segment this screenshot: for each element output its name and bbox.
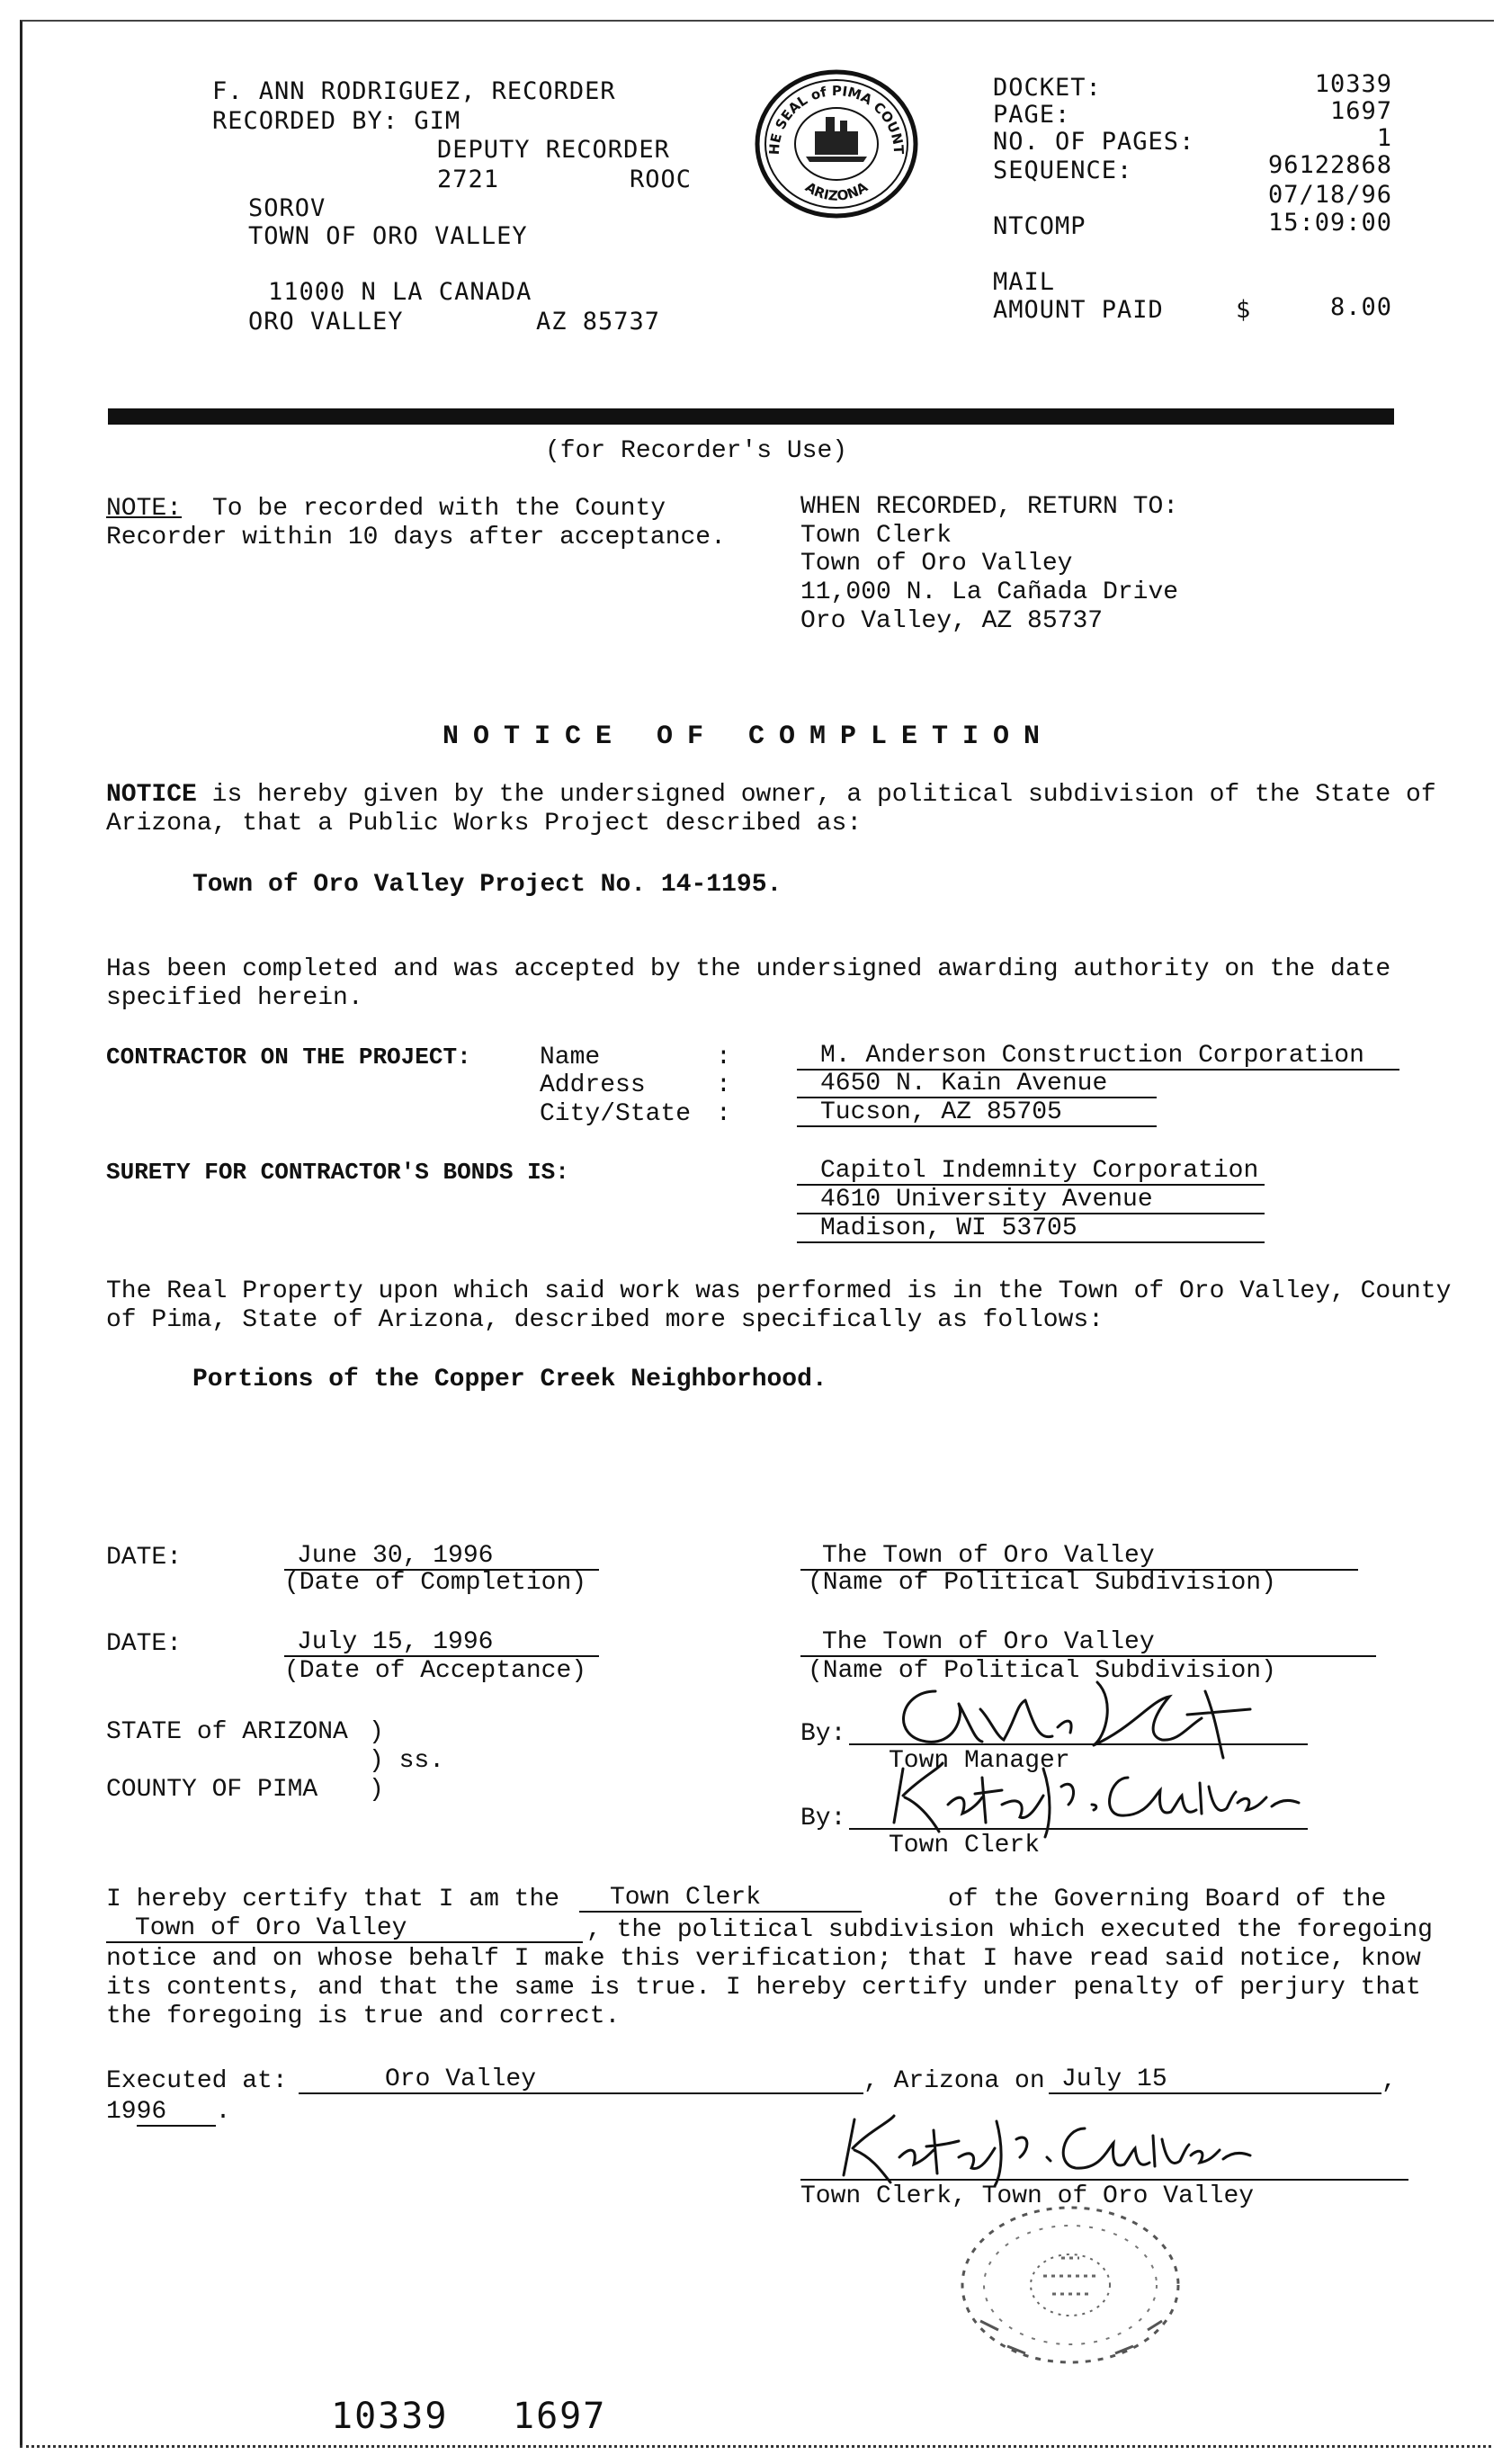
contractor-colon-1: : [716, 1044, 731, 1071]
cert-part1: I hereby certify that I am the [106, 1886, 560, 1913]
contractor-address-label: Address [540, 1071, 646, 1099]
cert-part2: of the Governing Board of the [948, 1886, 1387, 1913]
acceptance-date-label: DATE: [106, 1630, 183, 1658]
recording-address-state-zip: AZ 85737 [536, 308, 661, 336]
notice-word: NOTICE [106, 781, 197, 809]
scan-bottom-border [20, 2445, 1491, 2448]
contractor-colon-3: : [716, 1100, 731, 1128]
venue-county: COUNTY OF PIMA [106, 1776, 318, 1804]
contractor-address: 4650 N. Kain Avenue [797, 1071, 1157, 1098]
executed-place: Oro Valley [299, 2067, 863, 2094]
property-description: Portions of the Copper Creek Neighborhood. [192, 1366, 827, 1393]
sorov-label: SOROV [248, 194, 326, 222]
venue-paren-3: ) [369, 1776, 384, 1804]
surety-name: Capitol Indemnity Corporation [797, 1159, 1265, 1186]
note-line1: To be recorded with the County [212, 495, 666, 523]
recording-address-line1: 11000 N LA CANADA [268, 278, 532, 306]
cert-line3: notice and on whose behalf I make this verification; that I have read said notice, know [106, 1945, 1421, 1973]
clerk-final-signature [827, 2105, 1259, 2188]
manager-title: Town Manager [889, 1747, 1070, 1775]
deputy-recorder: DEPUTY RECORDER [437, 136, 670, 164]
by-label-clerk: By: [800, 1805, 846, 1832]
executed-mid: , Arizona on [863, 2067, 1045, 2095]
recorded-date: 07/18/96 [1267, 181, 1392, 209]
currency-symbol: $ [1236, 296, 1252, 324]
return-to-line1: Town Clerk [800, 522, 952, 550]
clerk-title: Town Clerk [889, 1832, 1041, 1859]
venue-state: STATE of ARIZONA [106, 1718, 348, 1746]
sequence-label: SEQUENCE: [993, 157, 1133, 184]
contractor-label: CONTRACTOR ON THE PROJECT: [106, 1044, 471, 1071]
document-title: NOTICE OF COMPLETION [443, 721, 1055, 752]
cert-line4: its contents, and that the same is true. I hereby certify under penalty of perjury that [106, 1974, 1421, 2002]
surety-address: 4610 University Avenue [797, 1187, 1265, 1214]
footer-page-stamp: 1697 [513, 2396, 607, 2437]
sequence-value: 96122868 [1267, 151, 1392, 179]
cert-fill-body: Town of Oro Valley [106, 1916, 583, 1943]
venue-ss: ) ss. [369, 1747, 445, 1775]
svg-text:ARIZONA [802, 179, 871, 204]
contractor-city-label: City/State [540, 1100, 692, 1128]
by-label-manager: By: [800, 1720, 846, 1748]
recorders-use-caption: (for Recorder's Use) [545, 437, 848, 465]
notice-line1 [106, 783, 1436, 808]
town-clerk-signature [885, 1747, 1317, 1841]
completion-date: June 30, 1996 [284, 1544, 599, 1571]
contractor-city: Tucson, AZ 85705 [797, 1100, 1157, 1127]
town-seal-stamp [926, 2195, 1214, 2375]
amount-paid-label: AMOUNT PAID [993, 296, 1164, 324]
surety-label: SURETY FOR CONTRACTOR'S BONDS IS: [106, 1159, 569, 1186]
acceptance-date-caption: (Date of Acceptance) [284, 1657, 587, 1685]
completion-date-caption: (Date of Completion) [284, 1569, 587, 1597]
surety-city: Madison, WI 53705 [797, 1216, 1265, 1243]
clerk-final-caption: Town Clerk, Town of Oro Valley [800, 2182, 1255, 2210]
recording-address-city: ORO VALLEY [248, 308, 404, 336]
pages-label: NO. OF PAGES: [993, 128, 1195, 156]
subdivision-name-2: The Town of Oro Valley [800, 1630, 1376, 1657]
amount-paid-value: 8.00 [1329, 293, 1392, 321]
clerk-final-signature-line [800, 2179, 1408, 2181]
page-value: 1697 [1329, 97, 1392, 125]
executed-date: July 15 [1049, 2067, 1381, 2094]
subdivision-caption-2: (Name of Political Subdivision) [808, 1657, 1276, 1685]
acceptance-date: July 15, 1996 [284, 1630, 599, 1657]
executed-year [106, 2100, 230, 2127]
venue-paren-1: ) [369, 1718, 384, 1746]
recording-party: TOWN OF ORO VALLEY [248, 222, 528, 250]
subdivision-caption-1: (Name of Political Subdivision) [808, 1569, 1276, 1597]
docket-value: 10339 [1314, 70, 1392, 98]
recorder-code-letters: ROOC [630, 166, 693, 193]
completed-line1: Has been completed and was accepted by the undersigned awarding authority on the date [106, 955, 1391, 983]
recorder-name: F. ANN RODRIGUEZ, RECORDER [212, 77, 616, 105]
return-to-line3: 11,000 N. La Cañada Drive [800, 578, 1179, 606]
note-label-text: NOTE: [106, 495, 183, 523]
recorder-divider [108, 408, 1394, 425]
county-seal-icon [752, 67, 921, 221]
footer-docket-stamp: 10339 [331, 2396, 449, 2437]
notice-line1-rest: is hereby given by the undersigned owner, a political subdivision of the State of [211, 781, 1436, 809]
notice-line2: Arizona, that a Public Works Project described as: [106, 810, 863, 838]
recorded-by: RECORDED BY: GIM [212, 107, 461, 135]
pima-county-seal [752, 67, 921, 221]
completed-line2: specified herein. [106, 984, 363, 1012]
page-label: PAGE: [993, 101, 1071, 129]
year-fill: 96 [137, 2100, 216, 2127]
property-line2: of Pima, State of Arizona, described more specifically as follows: [106, 1306, 1104, 1334]
return-to-line2: Town of Oro Valley [800, 550, 1073, 578]
note-label [106, 497, 182, 522]
return-to-line4: Oro Valley, AZ 85737 [800, 607, 1104, 635]
recorded-time: 15:09:00 [1267, 209, 1392, 237]
contractor-name-label: Name [540, 1044, 601, 1071]
cert-part3: , the political subdivision which executed the foregoing [586, 1916, 1433, 1944]
contractor-colon-2: : [716, 1071, 731, 1099]
mail-label: MAIL [993, 268, 1056, 296]
year-end: . [215, 2098, 231, 2126]
executed-label: Executed at: [106, 2067, 288, 2095]
seal-bottom-text: ARIZONA [802, 178, 871, 204]
seal-top-text: HE SEAL of PIMA COUNT [765, 82, 907, 156]
subdivision-name-1: The Town of Oro Valley [800, 1544, 1358, 1571]
contractor-name: M. Anderson Construction Corporation [797, 1044, 1399, 1071]
year-prefix: 19 [106, 2098, 137, 2126]
recorder-code-number: 2721 [437, 166, 500, 193]
note-line2: Recorder within 10 days after acceptance. [106, 524, 726, 551]
town-manager-signature [881, 1664, 1259, 1763]
pages-value: 1 [1376, 124, 1392, 152]
completion-date-label: DATE: [106, 1544, 183, 1572]
ntcomp-label: NTCOMP [993, 212, 1086, 240]
executed-trail: , [1381, 2067, 1397, 2095]
docket-label: DOCKET: [993, 74, 1102, 102]
cert-fill-title: Town Clerk [579, 1886, 862, 1913]
project-number: Town of Oro Valley Project No. 14-1195. [192, 871, 782, 899]
return-to-heading: WHEN RECORDED, RETURN TO: [800, 493, 1179, 521]
cert-line5: the foregoing is true and correct. [106, 2003, 621, 2030]
property-line1: The Real Property upon which said work was performed is in the Town of Oro Valley, County [106, 1277, 1452, 1305]
